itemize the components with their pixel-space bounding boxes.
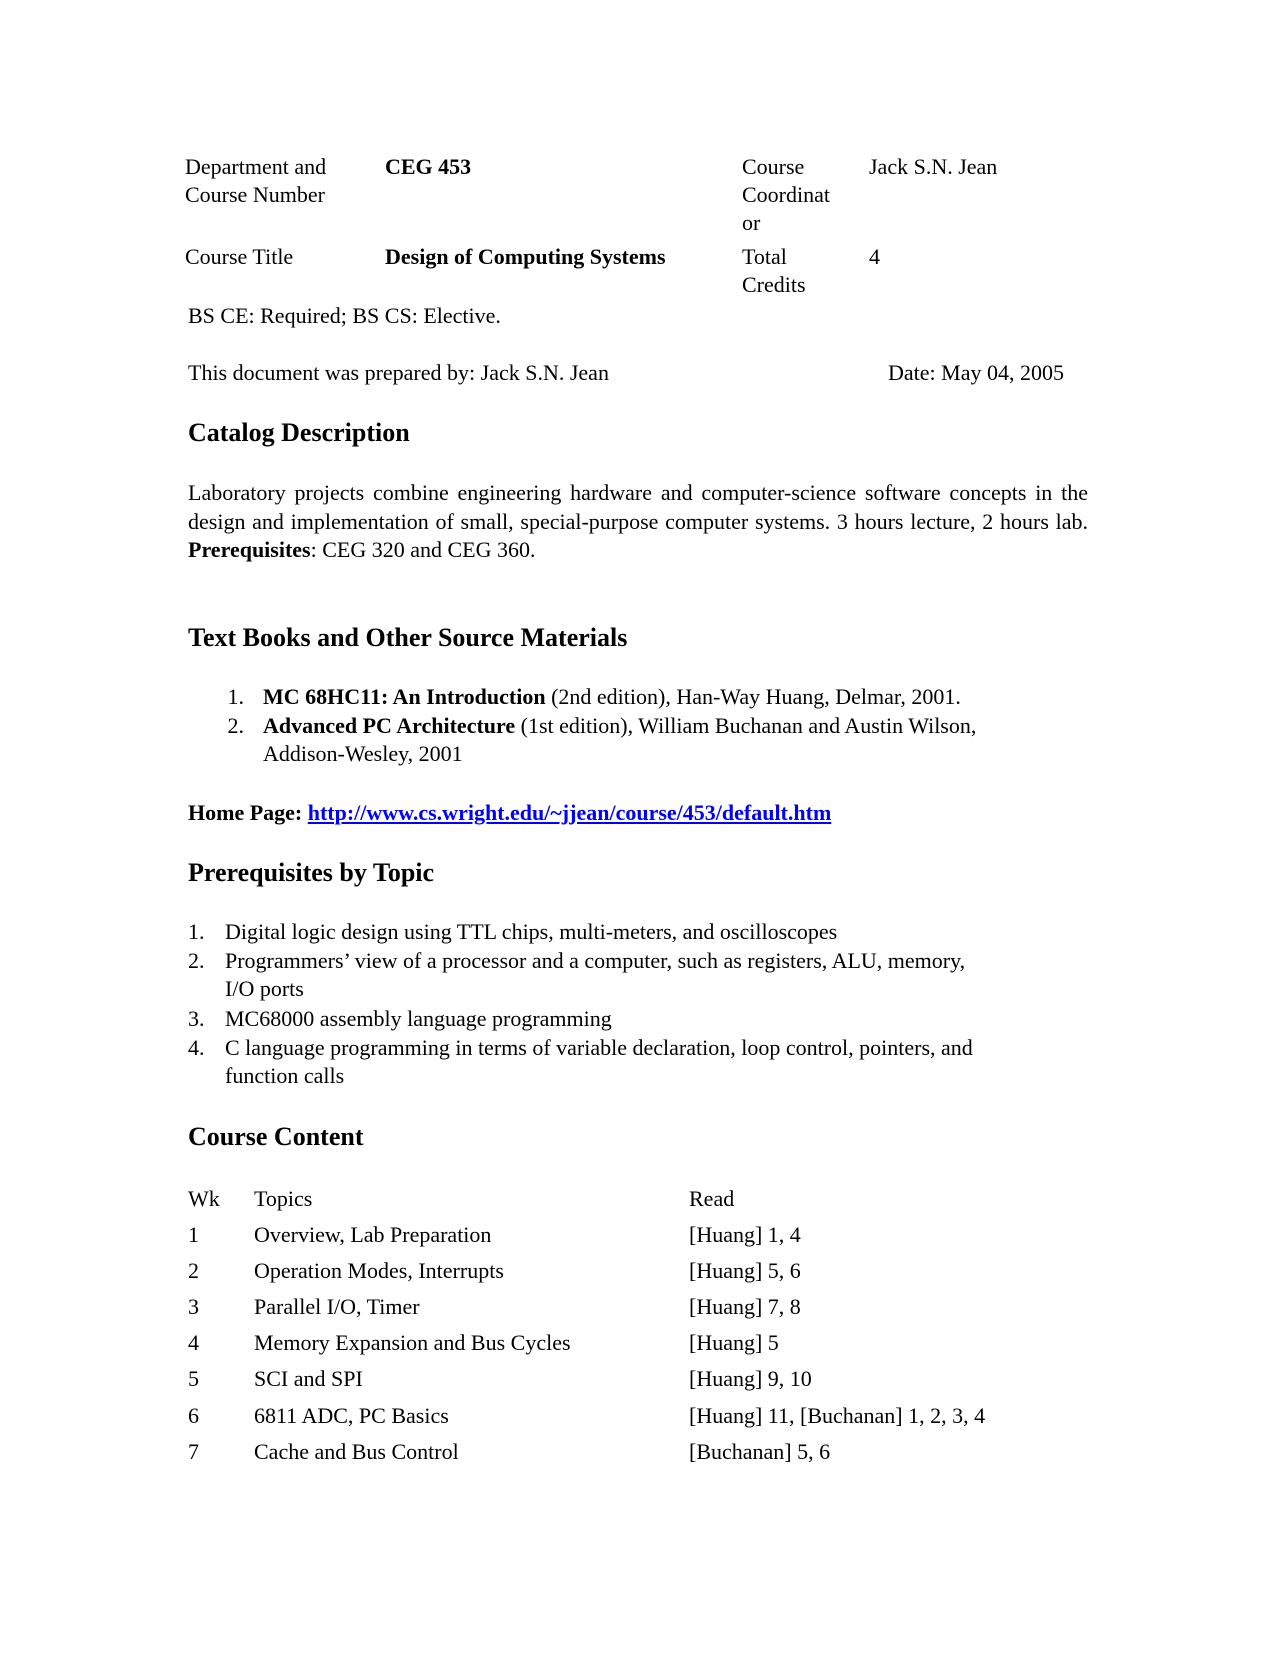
list-item-number: 1. <box>188 919 205 944</box>
week-cell: 2 <box>188 1258 199 1283</box>
dept-label-line1: Department and <box>185 154 327 179</box>
document-date: Date: May 04, 2005 <box>888 360 1064 385</box>
credits-label-line1: Total <box>742 244 787 269</box>
textbook-details-continued: Addison-Wesley, 2001 <box>263 741 463 766</box>
topic-cell: Memory Expansion and Bus Cycles <box>254 1330 571 1355</box>
prepared-by: This document was prepared by: Jack S.N. Jean <box>188 360 609 385</box>
textbook-title: MC 68HC11: An Introduction <box>263 684 546 709</box>
credits-label-line2: Credits <box>742 272 806 297</box>
list-item-line1: C language programming in terms of variable declaration, loop control, pointers, and <box>225 1035 973 1060</box>
reading-cell: [Huang] 5 <box>689 1330 779 1355</box>
list-item-line1: Programmers’ view of a processor and a computer, such as registers, ALU, memory, <box>225 948 966 973</box>
credits-label <box>742 243 806 299</box>
coordinator-label-line3: or <box>742 210 761 235</box>
catalog-prereq-label: Prerequisites <box>188 537 311 562</box>
reading-cell: [Buchanan] 5, 6 <box>689 1439 831 1464</box>
catalog-description <box>188 479 1088 565</box>
catalog-text: Laboratory projects combine engineering hardware and computer-science software concepts in the design and implementation of small, special-purpose computer systems. 3 hours lecture, 2 hours lab. <box>188 480 1088 534</box>
coordinator-label-line1: Course <box>742 154 805 179</box>
list-item-number: 2. <box>188 948 205 973</box>
list-item-line2: I/O ports <box>225 976 304 1001</box>
topic-cell: SCI and SPI <box>254 1366 363 1391</box>
list-item <box>225 947 965 1003</box>
home-page-label: Home Page: <box>188 800 303 825</box>
catalog-prereq-text: : CEG 320 and CEG 360. <box>310 537 536 562</box>
week-cell: 7 <box>188 1439 199 1464</box>
reading-cell: [Huang] 11, [Buchanan] 1, 2, 3, 4 <box>689 1403 986 1428</box>
textbook-details: (2nd edition), Han-Way Huang, Delmar, 2001. <box>545 684 961 709</box>
list-item <box>263 683 961 711</box>
list-item-line2: function calls <box>225 1063 345 1088</box>
week-cell: 5 <box>188 1366 199 1391</box>
week-cell: 4 <box>188 1330 199 1355</box>
dept-label <box>185 153 326 209</box>
list-item <box>225 1034 973 1090</box>
course-content-heading: Course Content <box>188 1122 364 1151</box>
requirement-status: BS CE: Required; BS CS: Elective. <box>188 303 501 328</box>
coordinator-label-line2: Coordinat <box>742 182 830 207</box>
coordinator-name: Jack S.N. Jean <box>869 154 998 179</box>
reading-cell: [Huang] 7, 8 <box>689 1294 801 1319</box>
home-page-link[interactable]: http://www.cs.wright.edu/~jjean/course/453/default.htm <box>307 800 832 825</box>
catalog-heading: Catalog Description <box>188 418 410 447</box>
list-item: MC68000 assembly language programming <box>225 1006 612 1031</box>
coordinator-label <box>742 153 830 237</box>
topic-cell: 6811 ADC, PC Basics <box>254 1403 449 1428</box>
course-title: Design of Computing Systems <box>385 244 666 269</box>
week-cell: 3 <box>188 1294 199 1319</box>
week-cell: 6 <box>188 1403 199 1428</box>
column-header-wk: Wk <box>188 1186 220 1211</box>
column-header-read: Read <box>689 1186 735 1211</box>
topic-cell: Cache and Bus Control <box>254 1439 459 1464</box>
reading-cell: [Huang] 9, 10 <box>689 1366 812 1391</box>
reading-cell: [Huang] 1, 4 <box>689 1222 801 1247</box>
list-item: Digital logic design using TTL chips, multi-meters, and oscilloscopes <box>225 919 838 944</box>
course-number: CEG 453 <box>385 154 472 179</box>
credits-value: 4 <box>869 244 880 269</box>
topic-cell: Parallel I/O, Timer <box>254 1294 420 1319</box>
home-page-line <box>188 799 831 827</box>
prereq-topics-heading: Prerequisites by Topic <box>188 858 435 887</box>
list-item-number: 2. <box>227 713 244 738</box>
week-cell: 1 <box>188 1222 199 1247</box>
textbooks-heading: Text Books and Other Source Materials <box>188 623 628 652</box>
topic-cell: Operation Modes, Interrupts <box>254 1258 504 1283</box>
dept-label-line2: Course Number <box>185 182 325 207</box>
column-header-topics: Topics <box>254 1186 313 1211</box>
list-item-number: 3. <box>188 1006 205 1031</box>
textbook-title: Advanced PC Architecture <box>263 713 516 738</box>
list-item <box>263 712 976 768</box>
reading-cell: [Huang] 5, 6 <box>689 1258 801 1283</box>
textbook-details: (1st edition), William Buchanan and Austin Wilson, <box>515 713 977 738</box>
course-title-label: Course Title <box>185 244 294 269</box>
topic-cell: Overview, Lab Preparation <box>254 1222 492 1247</box>
list-item-number: 4. <box>188 1035 205 1060</box>
list-item-number: 1. <box>227 684 244 709</box>
